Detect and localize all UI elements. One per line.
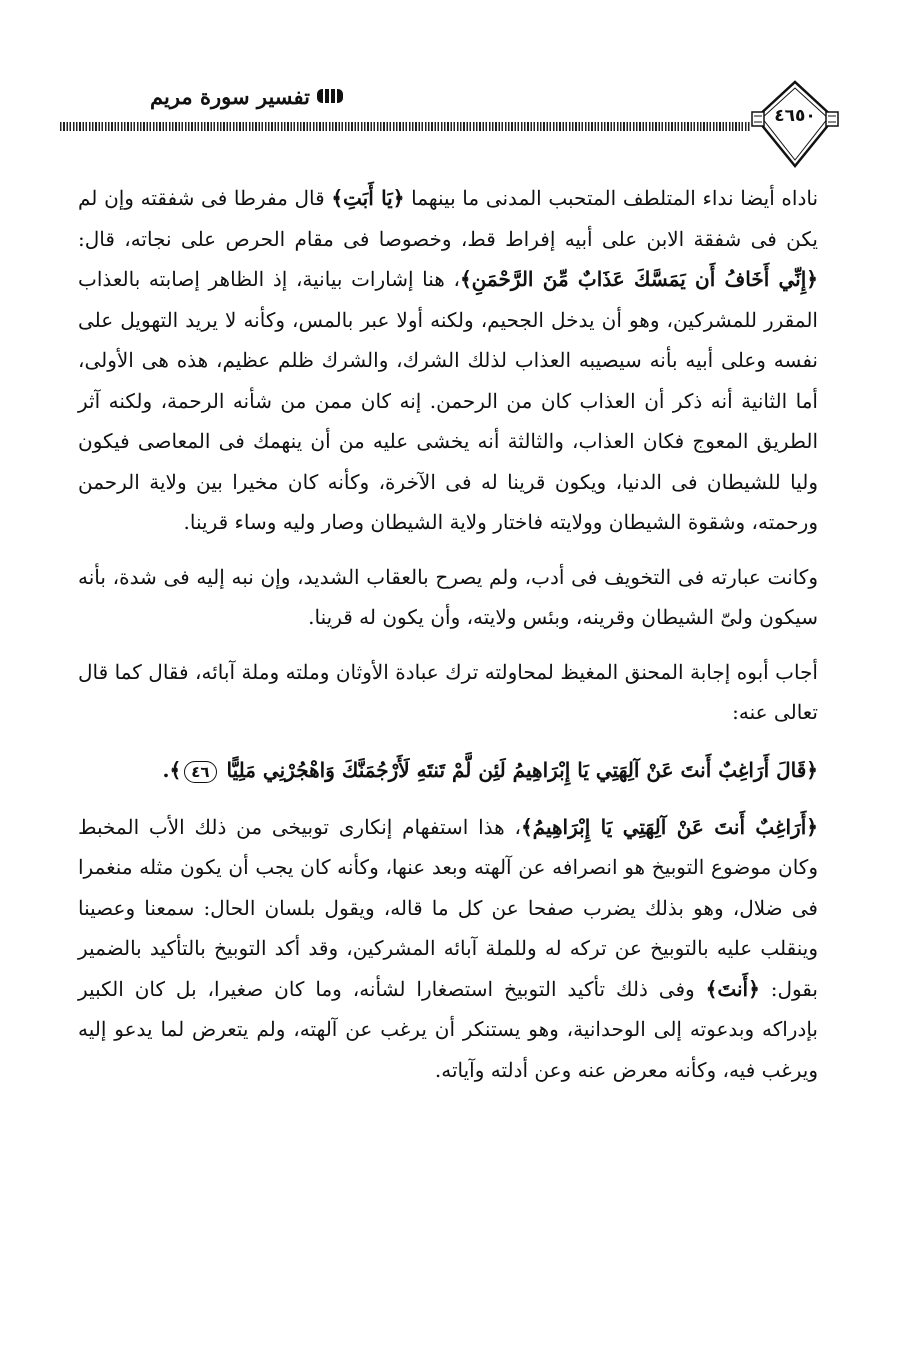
quran-quote: ﴿إِنِّي أَخَافُ أَن يَمَسَّكَ عَذَابٌ مِّنَ الرَّحْمَنِ﴾	[459, 267, 819, 291]
text-run: ، هذا استفهام إنكارى توبيخى من ذلك الأب المخبط وكان موضوع التوبيخ هو انصرافه عن آلهته وبعد عنها، وكأنه كان يجب أن يكون مثله منغمرا فى ضلال، وهو بذلك يضرب صفحا عن كل ما قاله، ويقول بلسان الحال: سمعنا وعصينا وينقلب عليه بالتوبيخ عن تركه له وللملة آبائه المشركين، وقد أكد التوبيخ بالتأكيد بالضمير بقول:	[78, 814, 818, 1001]
quran-quote: ﴿يَا أَبَتِ﴾	[331, 186, 405, 210]
ornament-icon	[315, 86, 345, 106]
verse-text: ﴿قَالَ أَرَاغِبٌ أَنتَ عَنْ آلِهَتِي يَا إِبْرَاهِيمُ لَئِن لَّمْ تَنتَهِ لَأَرْجُمَنَّكَ وَاهْجُرْنِي مَلِيًّا	[226, 757, 818, 782]
text-run: وفى ذلك تأكيد التوبيخ استصغارا لشأنه، وما كان صغيرا، بل كان الكبير بإدراكه وبدعوته إلى الوحدانية، وهو يستنكر أن يرغب عن آلهته، ولم يتعرض لما يدعو إليه ويرغب فيه، وكأنه معرض عنه وعن أدلته وآياته.	[78, 976, 818, 1082]
quran-quote: ﴿أَرَاغِبٌ أَنتَ عَنْ آلِهَتِي يَا إِبْرَاهِيمُ﴾	[520, 814, 818, 839]
paragraph-1	[78, 178, 818, 543]
page-number: ٤٦٥٠	[774, 106, 816, 126]
page-body	[78, 178, 818, 1090]
running-title: تفسير سورة مريم	[150, 84, 310, 109]
text-run: ، هنا إشارات بيانية، إذ الظاهر إصابته بالعذاب المقرر للمشركين، وهو أن يدخل الجحيم، ولكنه أولا عبر بالمس، وكأنه لا يريد التهويل على نفسه وعلى أبيه بأنه سيصيبه العذاب لذلك الشرك، والشرك ظلم عظيم، هذه هى الأولى، أما الثانية أنه ذكر أن العذاب كان من الرحمن. إنه كان ممن من شأنه الرحمة، ولكنه آثر الطريق المعوج فكان العذاب، والثالثة أنه يخشى عليه من أن ينهمك فى المعاصى فيكون وليا للشيطان فى الدنيا، ويكون قرينا له فى الآخرة، وكأنه كان مخيرا بين ولاية الرحمن ورحمته، وشقوة الشيطان وولايته فاختار ولاية الشيطان وصار وليه وساء قرينا.	[78, 267, 818, 534]
text-run: ناداه أيضا نداء المتلطف المتحبب المدنى ما بينهما	[404, 186, 819, 210]
verse-close: ﴾.	[162, 757, 182, 782]
text-run: قال مفرطا فى شفقته وإن لم يكن فى شفقة الابن على أبيه إفراط قط، وخصوصا فى مقام الحرص على نجاته، قال:	[78, 186, 818, 251]
paragraph-3: أجاب أبوه إجابة المحنق المغيظ لمحاولته ترك عبادة الأوثان وملته وملة آبائه، فقال كما قال تعالى عنه:	[78, 659, 818, 724]
quran-verse	[78, 747, 818, 793]
paragraph-4	[78, 807, 818, 1091]
page-header	[60, 78, 840, 168]
ayah-number: ٤٦	[184, 761, 216, 783]
quran-quote: ﴿أَنتَ﴾	[705, 976, 760, 1001]
header-rule	[60, 122, 750, 131]
paragraph-2: وكانت عبارته فى التخويف فى أدب، ولم يصرح بالعقاب الشديد، وإن نبه إليه فى شدة، بأنه سيكون ولىّ الشيطان وقرينه، وبئس ولايته، وأن يكون له قرينا.	[78, 564, 818, 629]
